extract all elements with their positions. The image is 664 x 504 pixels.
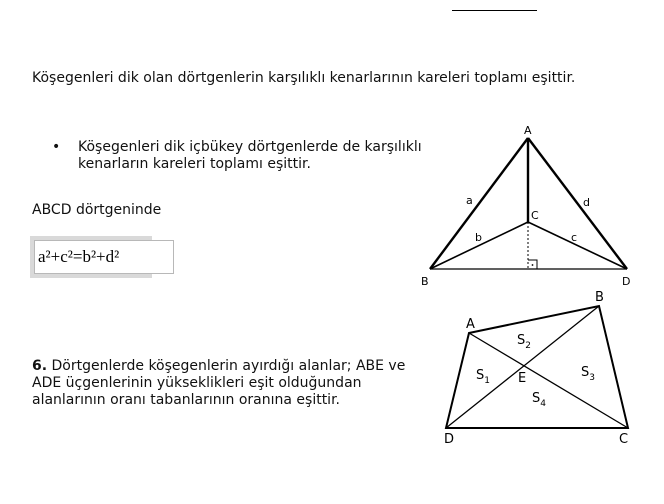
label-D: D [622, 275, 631, 288]
label-d: d [583, 196, 590, 209]
abcd-label: ABCD dörtgeninde [32, 202, 162, 218]
diagonal-AC [469, 333, 628, 428]
side-AD [528, 138, 627, 269]
label-E: E [518, 371, 527, 386]
label-C: C [619, 432, 629, 447]
figure-quadrilateral-areas [444, 290, 628, 447]
label-a: a [466, 194, 473, 207]
label-S1: $S_1$ [476, 368, 490, 386]
label-B: B [595, 290, 604, 305]
label-A: A [524, 124, 532, 137]
side-BC [430, 222, 528, 269]
label-b: b [475, 231, 482, 244]
label-C: C [531, 209, 539, 222]
item-6-text: Dörtgenlerde köşegenlerin ayırdığı alanlar; ABE ve ADE üçgenlerinin yükseklikleri eşit olduğundan alanlarının oranı tabanlarının oranına eşittir. [32, 358, 406, 408]
bullet-text: Köşegenleri dik içbükey dörtgenlerde de karşılıklı kenarların kareleri toplamı eşittir. [78, 139, 422, 172]
item-6-number: 6. [32, 358, 48, 374]
figure-concave-quadrilateral [421, 124, 630, 288]
intro-text: Köşegenleri dik olan dörtgenlerin karşılıklı kenarlarının kareleri toplamı eşittir. [32, 70, 576, 86]
bullet-dot: • [52, 139, 61, 155]
side-CD [528, 222, 627, 269]
label-c: c [571, 231, 578, 244]
label-S4: $S_4$ [532, 391, 546, 409]
right-angle-dot [532, 264, 534, 266]
label-B: B [421, 275, 429, 288]
label-A: A [466, 317, 475, 332]
side-AB [430, 138, 528, 269]
formula: a²+c²=b²+d² [38, 247, 120, 266]
label-S2: $S_2$ [517, 333, 531, 351]
label-D: D [444, 432, 455, 447]
label-S3: $S_3$ [581, 365, 595, 383]
